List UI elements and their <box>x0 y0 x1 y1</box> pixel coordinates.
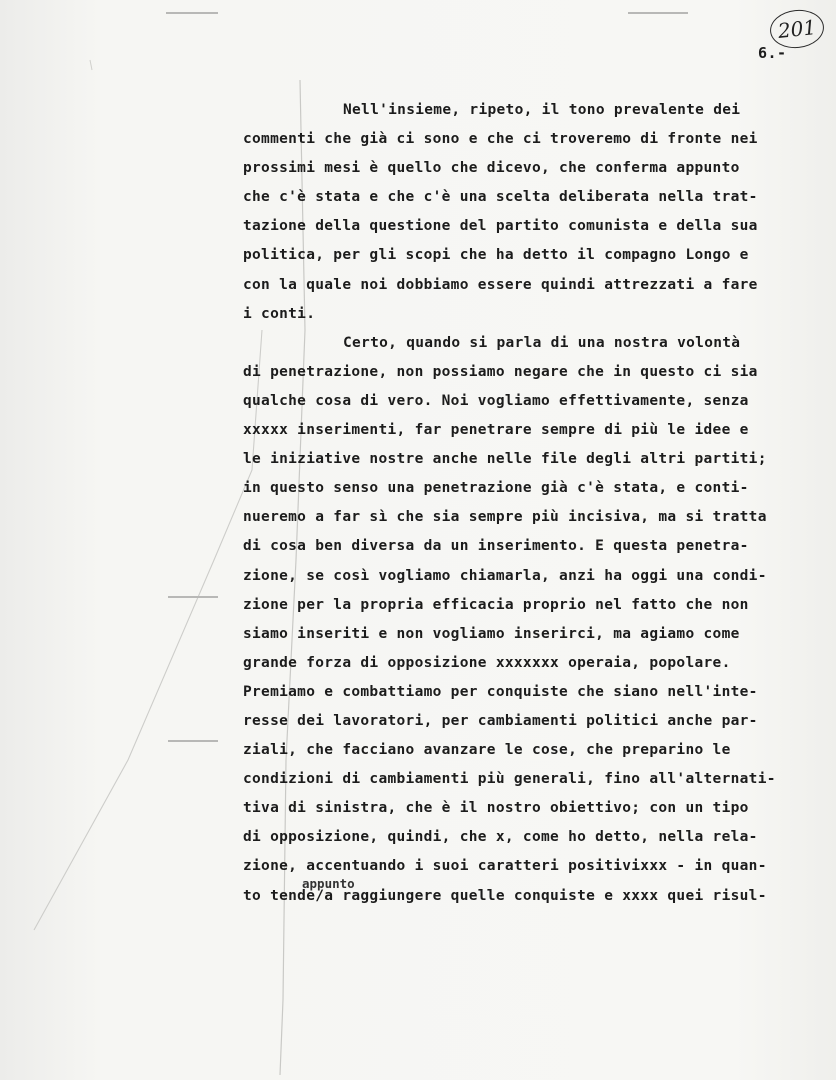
text-line: qualche cosa di vero. Noi vogliamo effettivamente, senza <box>243 392 749 409</box>
text-line: in questo senso una penetrazione già c'è stata, e conti- <box>243 480 749 497</box>
text-line: Premiamo e combattiamo per conquiste che siano nell'inte- <box>243 683 758 700</box>
text-line: grande forza di opposizione xxxxxxx operaia, popolare. <box>243 654 731 671</box>
text-line: Certo, quando si parla di una nostra volontà <box>343 334 741 351</box>
text-line: di cosa ben diversa da un inserimento. E questa penetra- <box>243 538 749 555</box>
text-line: nueremo a far sì che sia sempre più incisiva, ma si tratta <box>243 509 767 526</box>
handwritten-insert: appunto <box>302 876 355 891</box>
text-line: tiva di sinistra, che è il nostro obiettivo; con un tipo <box>243 800 749 817</box>
archive-number: 201 <box>776 15 818 43</box>
text-line: zione per la propria efficacia proprio nel fatto che non <box>243 596 749 613</box>
text-line: zione, accentuando i suoi caratteri positivixxx - in quan- <box>243 858 767 875</box>
text-line: prossimi mesi è quello che dicevo, che conferma appunto <box>243 160 740 177</box>
margin-mark <box>168 740 218 742</box>
body-text <box>243 96 823 911</box>
text-line: resse dei lavoratori, per cambiamenti politici anche par- <box>243 712 758 729</box>
text-line: xxxxx inserimenti, far penetrare sempre di più le idee e <box>243 422 749 439</box>
margin-mark <box>168 596 218 598</box>
text-line: di opposizione, quindi, che x, come ho detto, nella rela- <box>243 829 758 846</box>
text-line: di penetrazione, non possiamo negare che in questo ci sia <box>243 363 758 380</box>
margin-mark <box>628 12 688 14</box>
text-line: tazione della questione del partito comunista e della sua <box>243 218 758 235</box>
text-line: che c'è stata e che c'è una scelta deliberata nella trat- <box>243 189 758 206</box>
text-line: le iniziative nostre anche nelle file degli altri partiti; <box>243 451 767 468</box>
text-line: siamo inseriti e non vogliamo inserirci, ma agiamo come <box>243 625 740 642</box>
text-line: con la quale noi dobbiamo essere quindi attrezzati a fare <box>243 276 758 293</box>
text-line: ziali, che facciano avanzare le cose, che preparino le <box>243 742 731 759</box>
text-line: i conti. <box>243 305 316 322</box>
text-line: zione, se così vogliamo chiamarla, anzi ha oggi una condi- <box>243 567 767 584</box>
text-line: commenti che già ci sono e che ci troveremo di fronte nei <box>243 131 758 148</box>
text-line: politica, per gli scopi che ha detto il compagno Longo e <box>243 247 749 264</box>
page-number: 6.- <box>758 44 787 62</box>
margin-mark <box>166 12 218 14</box>
text-line: Nell'insieme, ripeto, il tono prevalente dei <box>343 102 741 118</box>
text-line: condizioni di cambiamenti più generali, fino all'alternati- <box>243 771 776 788</box>
text-line: to tende/a raggiungere quelle conquiste e xxxx quei risul- <box>243 887 767 904</box>
